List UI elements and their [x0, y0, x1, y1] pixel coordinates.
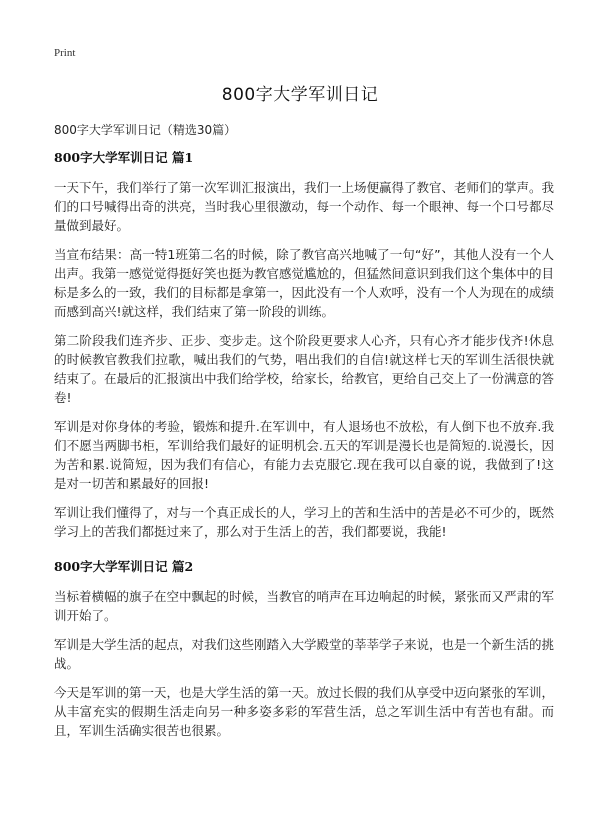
section-heading: 800字大学军训日记 篇1 — [54, 150, 194, 165]
article-section — [54, 148, 554, 541]
paragraph: 第二阶段我们连齐步、正步、变步走。这个阶段更要求人心齐，只有心齐才能步伐齐!休息的时候教官教我们拉歌，喊出我们的气势，唱出我们的自信!就这样七天的军训生活很快就结束了。在最后的汇报演出中我们给学校，给家长，给教官，更给自己交上了一份满意的答卷! — [54, 333, 555, 405]
paragraph: 军训是大学生活的起点，对我们这些刚踏入大学殿堂的莘莘学子来说，也是一个新生活的挑战。 — [54, 637, 555, 671]
print-link[interactable]: Print — [54, 47, 76, 59]
paragraph: 一天下午，我们举行了第一次军训汇报演出，我们一上场便赢得了教官、老师们的掌声。我们的口号喊得出奇的洪亮，当时我心里很激动，每一个动作、每一个眼神、每一个口号都尽量做到最好。 — [54, 180, 555, 233]
article-section — [54, 557, 554, 740]
page-title: 800字大学军训日记 — [221, 85, 379, 105]
paragraph: 当标着横幅的旗子在空中飘起的时候，当教官的哨声在耳边响起的时候，紧张而又严肃的军训开始了。 — [54, 589, 555, 623]
document-subtitle: 800字大学军训日记（精选30篇） — [54, 123, 237, 137]
document-content — [54, 148, 554, 750]
section-heading: 800字大学军训日记 篇2 — [54, 559, 194, 574]
paragraph: 当宣布结果：高一特1班第二名的时候，除了教官高兴地喊了一句“好”，其他人没有一个人出声。我第一感觉觉得挺好笑也挺为教官感觉尴尬的，但猛然间意识到我们这个集体中的目标是多么的一致，我们的目标都是拿第一，因此没有一个人欢呼，没有一个人为现在的成绩而感到高兴!就这样，我们结束了第一阶段的训练。 — [54, 247, 555, 319]
paragraph: 军训让我们懂得了，对与一个真正成长的人，学习上的苦和生活中的苦是必不可少的，既然学习上的苦我们都挺过来了，那么对于生活上的苦，我们都要说，我能! — [54, 505, 555, 539]
paragraph: 军训是对你身体的考验，锻炼和提升.在军训中，有人退场也不放松，有人倒下也不放弃.我们不愿当两脚书柜，军训给我们最好的证明机会.五天的军训是漫长也是简短的.说漫长，因为苦和累.说简短，因为我们有信心，有能力去克服它.现在我可以自豪的说，我做到了!这是对一切苦和累最好的回报! — [54, 419, 554, 491]
paragraph: 今天是军训的第一天，也是大学生活的第一天。放过长假的我们从享受中迈向紧张的军训，从丰富充实的假期生活走向另一种多姿多彩的军营生活，总之军训生活中有苦也有甜。而且，军训生活确实很苦也很累。 — [54, 685, 555, 738]
